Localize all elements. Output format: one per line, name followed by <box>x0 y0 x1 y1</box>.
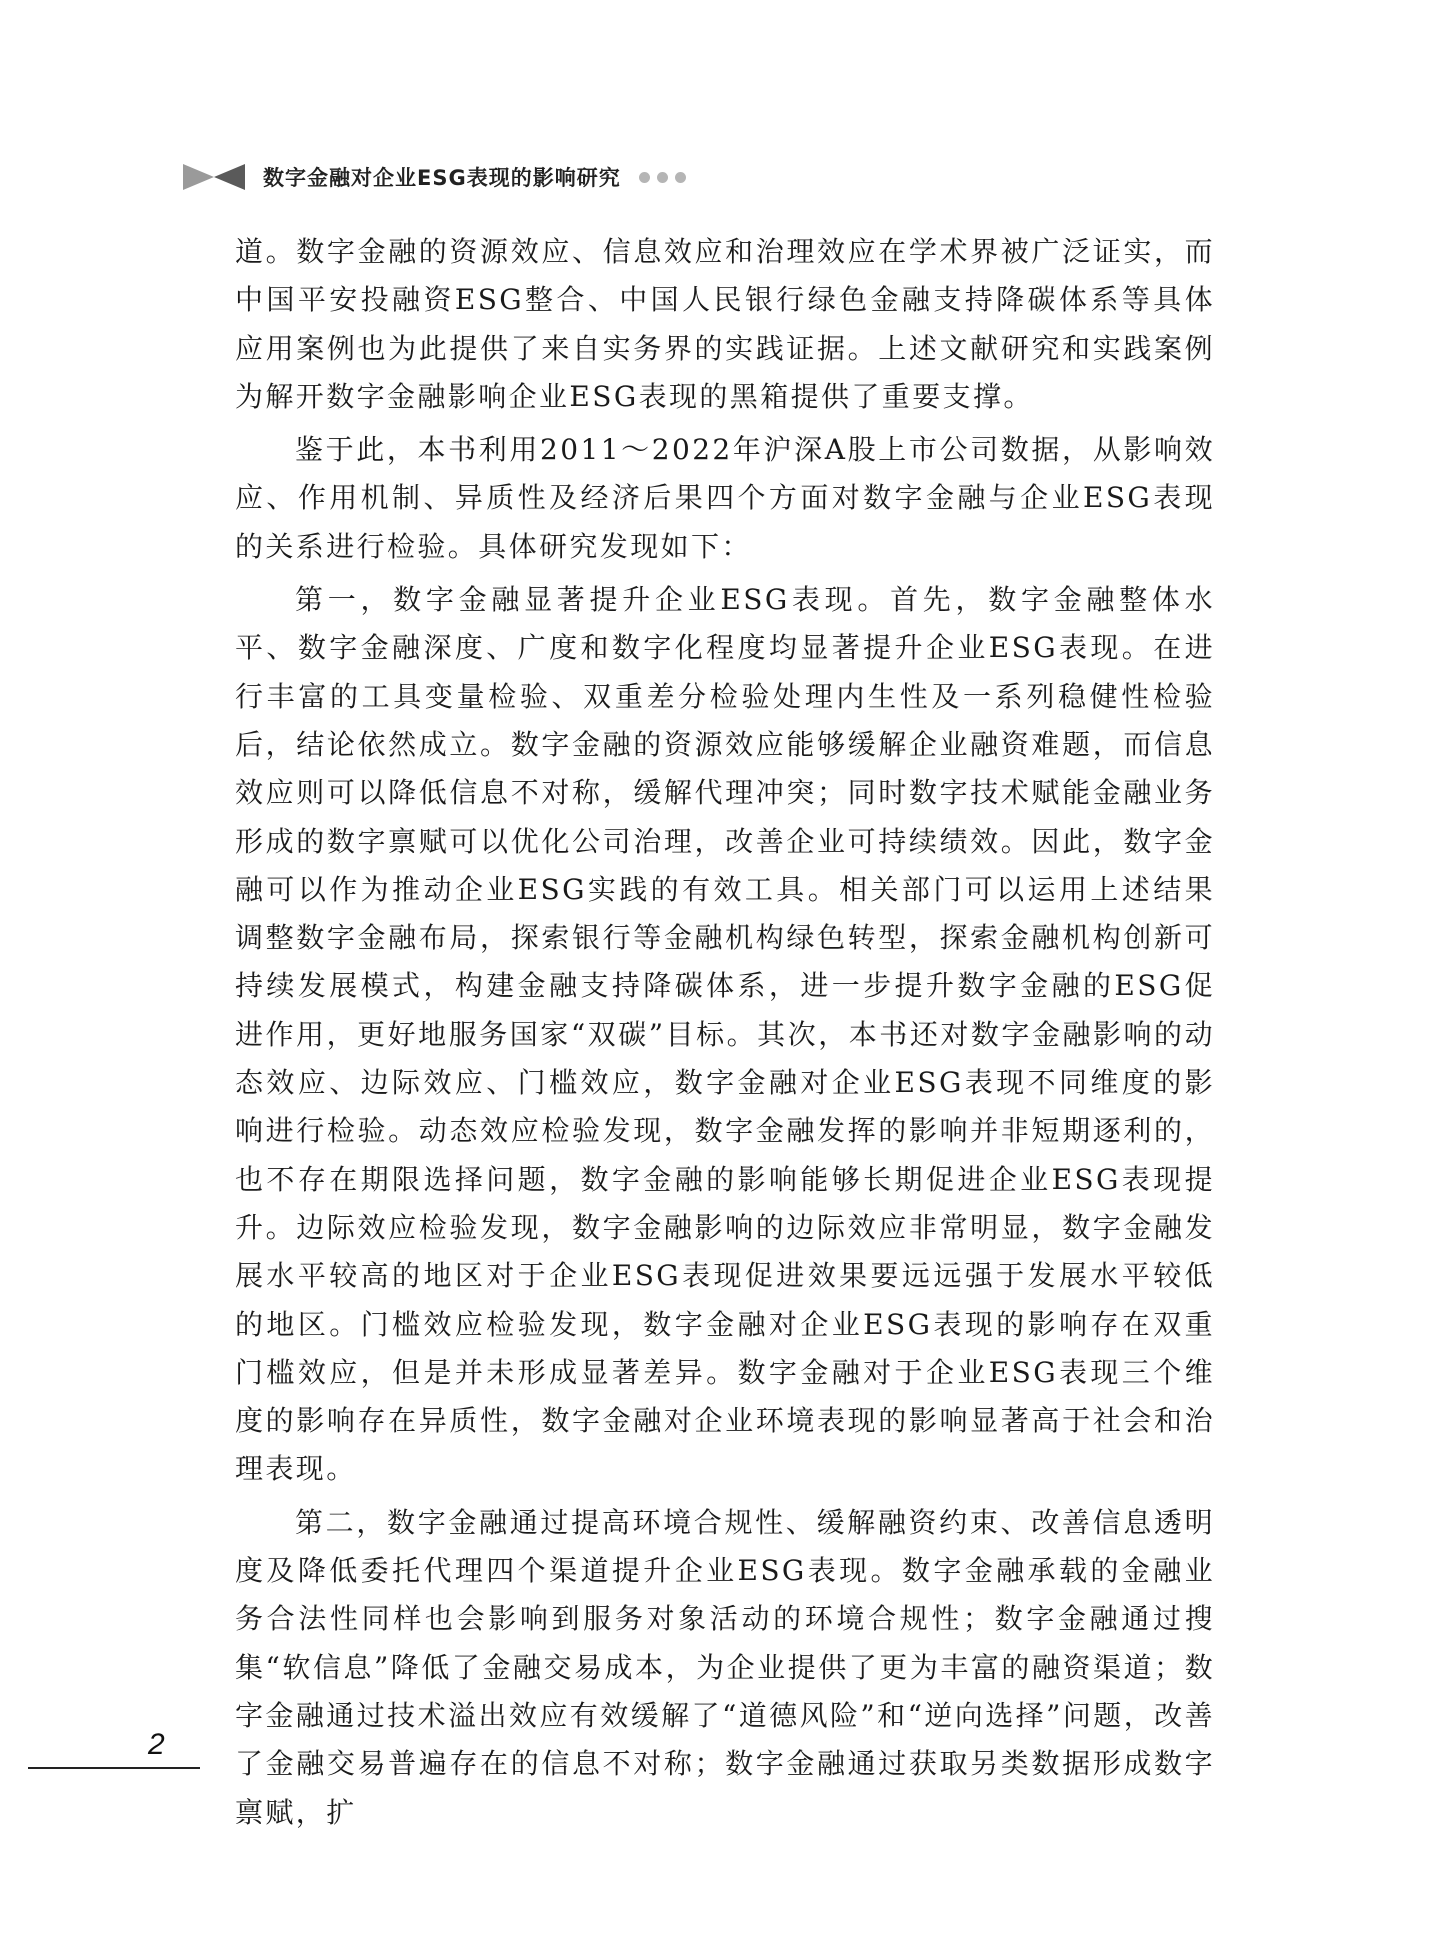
bowtie-ornament-icon <box>183 164 245 190</box>
paragraph: 第一，数字金融显著提升企业ESG表现。首先，数字金融整体水平、数字金融深度、广度和数字化程度均显著提升企业ESG表现。在进行丰富的工具变量检验、双重差分检验处理内生性及一系列稳健性检验后，结论依然成立。数字金融的资源效应能够缓解企业融资难题，而信息效应则可以降低信息不对称，缓解代理冲突；同时数字技术赋能金融业务形成的数字禀赋可以优化公司治理，改善企业可持续绩效。因此，数字金融可以作为推动企业ESG实践的有效工具。相关部门可以运用上述结果调整数字金融布局，探索银行等金融机构绿色转型，探索金融机构创新可持续发展模式，构建金融支持降碳体系，进一步提升数字金融的ESG促进作用，更好地服务国家“双碳”目标。其次，本书还对数字金融影响的动态效应、边际效应、门槛效应，数字金融对企业ESG表现不同维度的影响进行检验。动态效应检验发现，数字金融发挥的影响并非短期逐利的，也不存在期限选择问题，数字金融的影响能够长期促进企业ESG表现提升。边际效应检验发现，数字金融影响的边际效应非常明显，数字金融发展水平较高的地区对于企业ESG表现促进效果要远远强于发展水平较低的地区。门槛效应检验发现，数字金融对企业ESG表现的影响存在双重门槛效应，但是并未形成显著差异。数字金融对于企业ESG表现三个维度的影响存在异质性，数字金融对企业环境表现的影响显著高于社会和治理表现。 <box>235 583 1215 1486</box>
running-title: 数字金融对企业ESG表现的影响研究 <box>263 166 621 190</box>
header-dots-icon <box>639 172 686 183</box>
paragraph-continued: 道。数字金融的资源效应、信息效应和治理效应在学术界被广泛证实，而中国平安投融资ESG整合、中国人民银行绿色金融支持降碳体系等具体应用案例也为此提供了来自实务界的实践证据。上述文献研究和实践案例为解开数字金融影响企业ESG表现的黑箱提供了重要支撑。 <box>235 235 1215 413</box>
running-header <box>183 160 686 194</box>
page-number-rule <box>28 1767 200 1769</box>
paragraph: 第二，数字金融通过提高环境合规性、缓解融资约束、改善信息透明度及降低委托代理四个渠道提升企业ESG表现。数字金融承载的金融业务合法性同样也会影响到服务对象活动的环境合规性；数字金融通过搜集“软信息”降低了金融交易成本，为企业提供了更为丰富的融资渠道；数字金融通过技术溢出效应有效缓解了“道德风险”和“逆向选择”问题，改善了金融交易普遍存在的信息不对称；数字金融通过获取另类数据形成数字禀赋，扩 <box>235 1505 1215 1829</box>
page-number: 2 <box>148 1728 165 1761</box>
body-text <box>235 228 1215 1842</box>
paragraph: 鉴于此，本书利用2011～2022年沪深A股上市公司数据，从影响效应、作用机制、异质性及经济后果四个方面对数字金融与企业ESG表现的关系进行检验。具体研究发现如下： <box>235 433 1215 563</box>
